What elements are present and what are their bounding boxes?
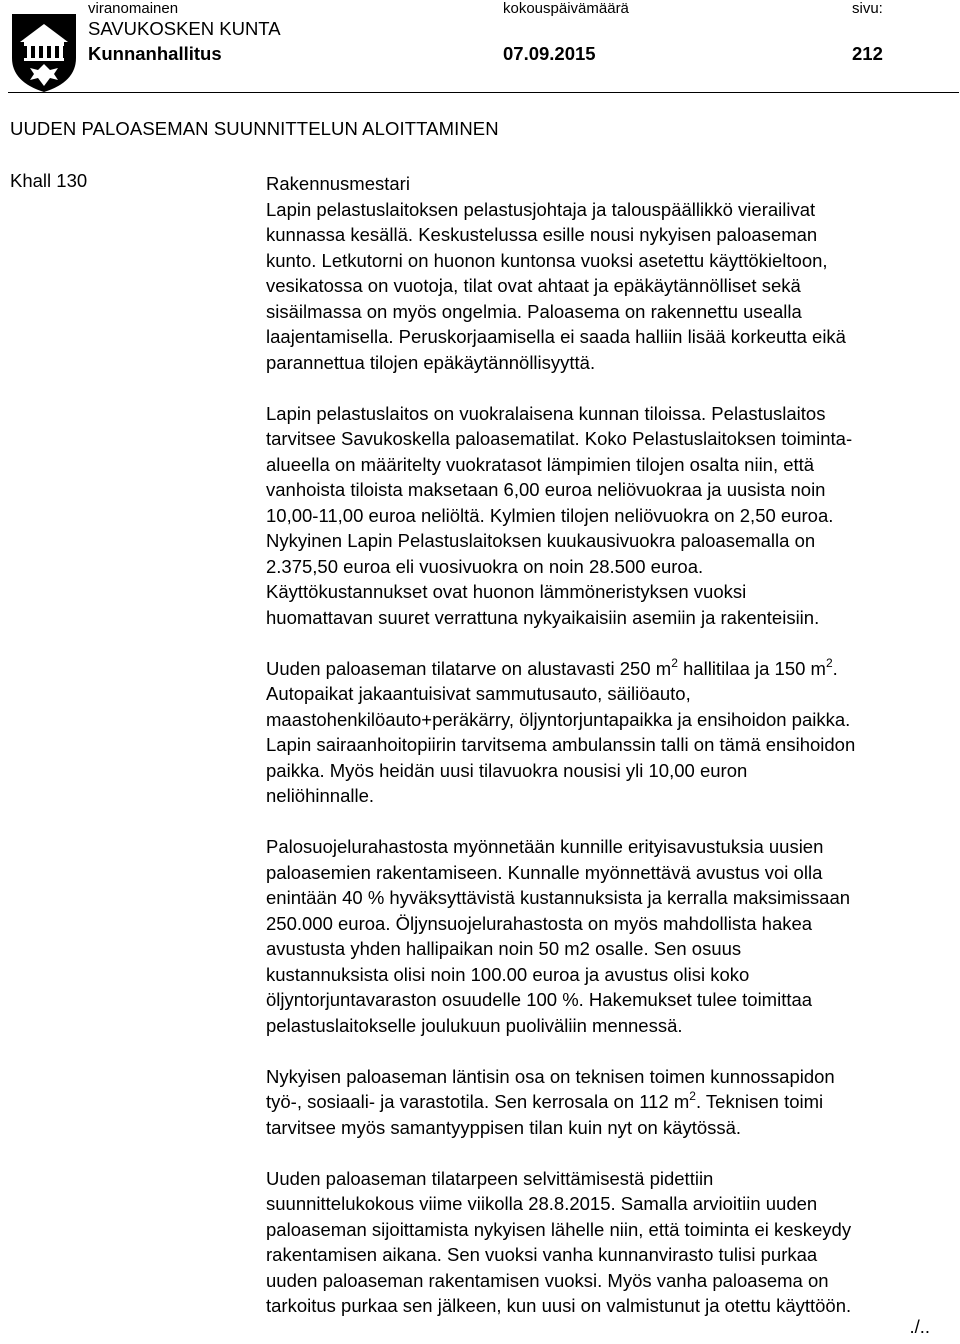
text-line: vanhoista tiloista maksetaan 6,00 euroa neliövuokraa ja uusista noin [266, 479, 826, 500]
text-line: paloaseman sijoittamista nykyisen lähelle niin, että toiminta ei keskeydy [266, 1218, 852, 1240]
text-line: Lapin pelastuslaitoksen pelastusjohtaja ja talouspäällikkö vierailivat [266, 198, 816, 220]
text-line: Lapin sairaanhoitopiirin tarvitsema ambulanssin talli on tämä ensihoidon [266, 734, 856, 755]
paragraph-3 [266, 656, 956, 809]
paragraph-5 [266, 1064, 956, 1141]
text-line: uuden paloaseman rakentamisen vuoksi. Myös vanha paloasema on [266, 1269, 829, 1291]
text-line: Nykyisen paloaseman läntisin osa on teknisen toimen kunnossapidon [266, 1065, 835, 1087]
paragraph-1 [266, 171, 956, 375]
text-line: enintään 40 % hyväksyttävistä kustannuksista ja kerralla maksimissaan [266, 887, 851, 908]
text-fragment: hallitilaa ja 150 m [677, 657, 826, 679]
paragraph-2 [266, 401, 956, 631]
text-line: tarvitsee Savukoskella paloasematilat. Koko Pelastuslaitoksen toiminta- [266, 428, 853, 449]
text-line: alueella on määritelty vuokratasot lämpimien tilojen osalta niin, että [266, 453, 815, 475]
header-label-page: sivu: [852, 0, 883, 17]
text-line: vesikatossa on vuotoja, tilat ovat ahtaat ja epäkäytännölliset sekä [266, 275, 801, 296]
continuation-mark: ./.. [909, 1316, 930, 1337]
header-label-official: viranomainen [88, 0, 179, 17]
text-line: Käyttökustannukset ovat huonon lämmöneristyksen vuoksi [266, 581, 747, 602]
text-line: kunto. Letkutorni on huonon kuntonsa vuoksi asetettu käyttökieltoon, [266, 249, 828, 271]
meeting-date: 07.09.2015 [503, 43, 596, 64]
text-fragment: . [832, 657, 838, 679]
text-line: öljyntorjuntavaraston osuudelle 100 %. Hakemukset tulee toimittaa [266, 989, 813, 1010]
text-line-area [266, 656, 956, 682]
section-label: Khall 130 [10, 170, 88, 191]
municipal-crest-icon [10, 12, 78, 94]
text-line: huomattavan suuret verrattuna nykyaikaisiin asemiin ja rakenteisiin. [266, 606, 820, 628]
superscript: 2 [825, 655, 833, 670]
text-line: suunnittelukokous viime viikolla 28.8.2015. Samalla arvioitiin uuden [266, 1193, 818, 1214]
text-line: tarkoitus purkaa sen jälkeen, kun uusi on valmistunut ja otettu käyttöön. [266, 1295, 852, 1316]
page-number: 212 [852, 43, 883, 64]
text-line: kunnassa kesällä. Keskustelussa esille nousi nykyisen paloaseman [266, 224, 818, 245]
text-line: kustannuksista olisi noin 100.00 euroa ja avustus olisi koko [266, 963, 750, 985]
text-line: Palosuojelurahastosta myönnetään kunnille erityisavustuksia uusien [266, 836, 824, 857]
municipality-name: SAVUKOSKEN KUNTA [88, 18, 281, 39]
text-line: sisäilmassa on myös ongelmia. Paloasema on rakennettu usealla [266, 300, 802, 322]
text-line: parannettua tilojen epäkäytännöllisyyttä. [266, 351, 596, 373]
text-fragment: Uuden paloaseman tilatarve on alustavasti 250 m [266, 657, 672, 679]
text-line: tarvitsee myös samantyyppisen tilan kuin nyt on käytössä. [266, 1116, 742, 1138]
text-line: Lapin pelastuslaitos on vuokralaisena kunnan tiloissa. Pelastuslaitos [266, 402, 826, 424]
text-line: pelastuslaitokselle joulukuun puoliväliin mennessä. [266, 1014, 683, 1036]
text-line: Uuden paloaseman tilatarpeen selvittämisestä pidettiin [266, 1167, 714, 1189]
paragraph-4 [266, 834, 956, 1038]
superscript: 2 [671, 655, 678, 670]
superscript: 2 [689, 1089, 696, 1103]
text-line-area [266, 1089, 956, 1115]
text-line: neliöhinnalle. [266, 785, 375, 806]
text-line: rakentamisen aikana. Sen vuoksi vanha kunnanvirasto tulisi purkaa [266, 1244, 818, 1265]
document-body [266, 171, 956, 1344]
text-line: 250.000 euroa. Öljynsuojelurahastosta on myös mahdollista hakea [266, 912, 813, 934]
paragraph-6 [266, 1166, 956, 1319]
text-fragment: työ-, sosiaali- ja varastotila. Sen kerrosala on 112 m [266, 1091, 690, 1112]
text-line: 10,00-11,00 euroa neliöltä. Kylmien tilojen neliövuokra on 2,50 euroa. [266, 504, 834, 526]
text-line: Nykyinen Lapin Pelastuslaitoksen kuukausivuokra paloasemalla on [266, 530, 816, 551]
text-line: maastohenkilöauto+peräkärry, öljyntorjuntapaikka ja ensihoidon paikka. [266, 708, 851, 730]
organ-name: Kunnanhallitus [88, 43, 222, 64]
text-line: paloasemien rakentamiseen. Kunnalle myönnettävä avustus voi olla [266, 861, 823, 883]
header-label-date: kokouspäivämäärä [503, 0, 629, 17]
text-line: 2.375,50 euroa eli vuosivuokra on noin 28.500 euroa. [266, 555, 704, 577]
text-line: avustusta yhden hallipaikan noin 50 m2 osalle. Sen osuus [266, 938, 742, 959]
author-line: Rakennusmestari [266, 173, 410, 194]
header-divider [8, 92, 959, 93]
text-line: Autopaikat jakaantuisivat sammutusauto, säiliöauto, [266, 683, 691, 704]
text-line: paikka. Myös heidän uusi tilavuokra nousisi yli 10,00 euron [266, 759, 748, 781]
text-fragment: . Teknisen toimi [695, 1091, 824, 1112]
text-line: laajentamisella. Peruskorjaamisella ei saada halliin lisää korkeutta eikä [266, 326, 846, 347]
document-title: UUDEN PALOASEMAN SUUNNITTELUN ALOITTAMINEN [10, 118, 499, 139]
